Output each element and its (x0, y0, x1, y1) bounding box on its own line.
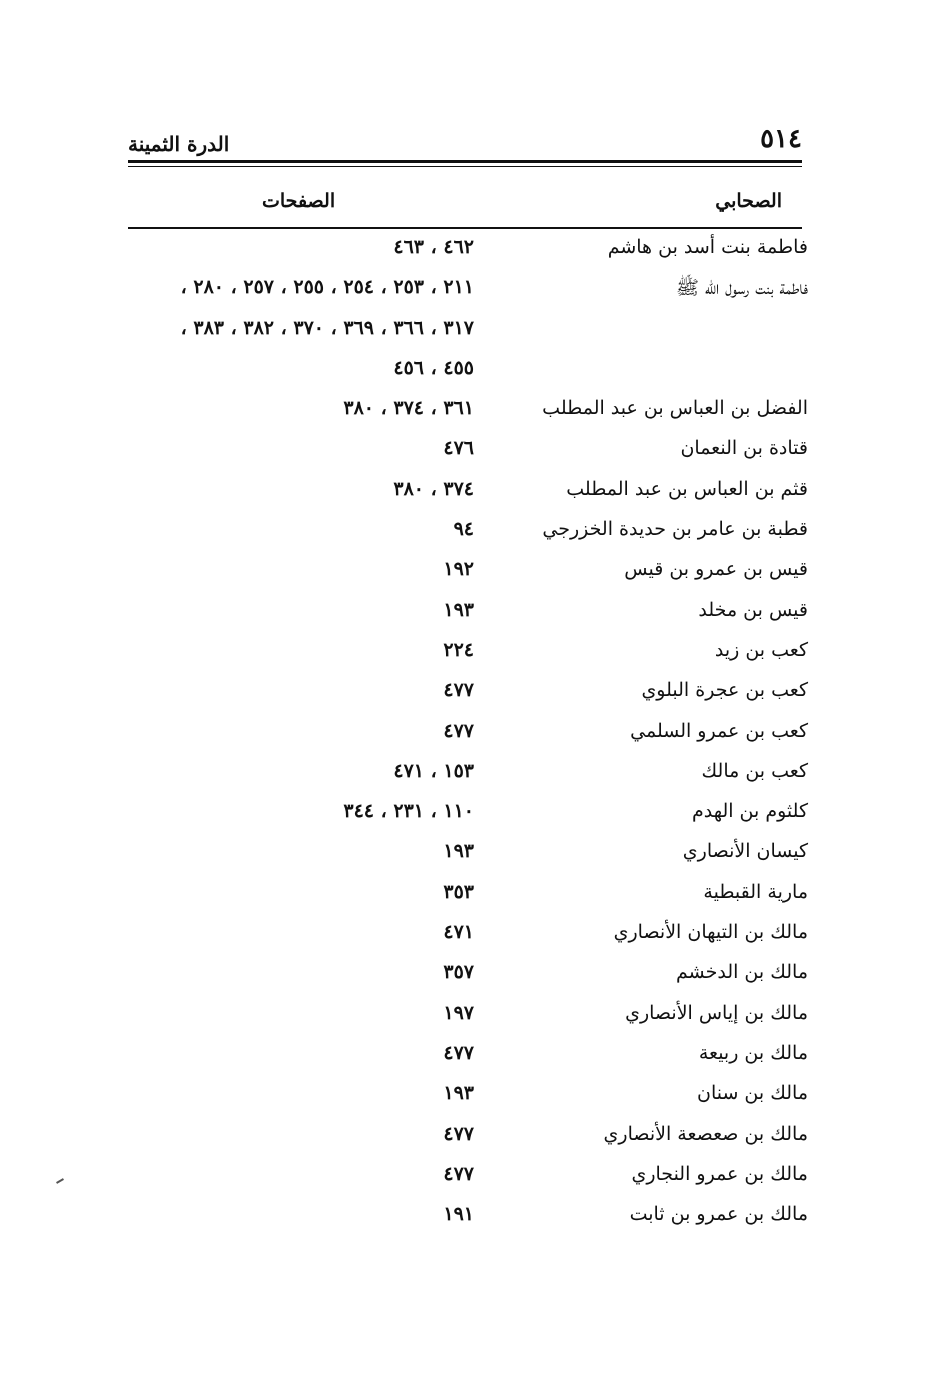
page-references: ٤٧١ (443, 921, 474, 944)
page-references: ٤٧٧ (443, 719, 474, 742)
companion-name: كعب بن مالك (701, 759, 808, 782)
table-row (128, 631, 808, 671)
companion-name: مالك بن التيهان الأنصاري (613, 921, 808, 944)
page-references: ٤٧٧ (443, 1041, 474, 1064)
companion-name: مالك بن إياس الأنصاري (625, 1001, 808, 1024)
page-references: ٤٥٥ ، ٤٥٦ (393, 356, 474, 379)
page-references: ٤٦٢ ، ٤٦٣ (393, 236, 474, 258)
companion-name: كعب بن زيد (714, 638, 808, 661)
table-row (128, 792, 808, 832)
table-row (128, 591, 808, 631)
companion-name: مالك بن عمرو بن ثابت (629, 1203, 808, 1226)
companion-name: مالك بن عمرو النجاري (631, 1162, 808, 1185)
table-row (128, 510, 808, 550)
table-row (128, 752, 808, 792)
table-row (128, 1074, 808, 1114)
book-title: الدرة الثمينة (128, 132, 230, 156)
page-references: ٣١٧ ، ٣٦٦ ، ٣٦٩ ، ٣٧٠ ، ٣٨٢ ، ٣٨٣ ، (180, 316, 474, 339)
column-header-pages: الصفحات (262, 190, 336, 212)
column-header-companion: الصحابي (715, 190, 782, 212)
table-row (128, 1155, 808, 1195)
page-references: ١٩٧ (443, 1001, 474, 1024)
companion-name: الفضل بن العباس بن عبد المطلب (542, 397, 808, 420)
table-row (128, 550, 808, 590)
table-row (128, 1034, 808, 1074)
companion-name: قثم بن العباس بن عبد المطلب (566, 477, 808, 500)
table-row (128, 309, 808, 349)
page-references: ٤٧٧ (443, 679, 474, 702)
page-references: ١١٠ ، ٢٣١ ، ٣٤٤ (343, 800, 474, 823)
table-row (128, 349, 808, 389)
table-row (128, 913, 808, 953)
table-row (128, 470, 808, 510)
companion-name: كلثوم بن الهدم (691, 800, 808, 823)
page-references: ٢١١ ، ٢٥٣ ، ٢٥٤ ، ٢٥٥ ، ٢٥٧ ، ٢٨٠ ، (180, 276, 474, 299)
companion-name: فاطمة بنت رسول الله ﷺ (675, 277, 808, 300)
header-rule (128, 160, 802, 163)
scan-mark (56, 1178, 64, 1184)
table-row (128, 994, 808, 1034)
page-references: ١٩٣ (443, 1082, 474, 1105)
column-headers (128, 190, 802, 222)
page-number: ٥١٤ (760, 124, 802, 154)
table-row (128, 953, 808, 993)
page-references: ١٩٣ (443, 840, 474, 863)
table-row (128, 1115, 808, 1155)
page-references: ٣٥٣ (443, 880, 474, 903)
header-rule-thin (128, 166, 802, 167)
table-row (128, 228, 808, 268)
companion-name: مالك بن ربيعة (698, 1041, 808, 1064)
table-row (128, 268, 808, 308)
companion-name: كعب بن عجرة البلوي (641, 679, 808, 702)
companion-name: كيسان الأنصاري (682, 840, 808, 863)
page-references: ٣٥٧ (443, 961, 474, 984)
page-references: ١٩٢ (443, 558, 474, 581)
companion-name: مالك بن سنان (697, 1082, 808, 1105)
companion-name: مالك بن الدخشم (676, 961, 808, 984)
page-references: ٢٢٤ (443, 638, 474, 661)
running-head (128, 124, 802, 164)
companion-name: كعب بن عمرو السلمي (630, 719, 808, 742)
table-row (128, 712, 808, 752)
table-row (128, 429, 808, 469)
table-row (128, 389, 808, 429)
companion-name: قطبة بن عامر بن حديدة الخزرجي (542, 518, 808, 541)
companion-name: فاطمة بنت أسد بن هاشم (607, 236, 808, 258)
page-references: ٣٧٤ ، ٣٨٠ (393, 477, 474, 500)
companion-name: مارية القبطية (703, 880, 808, 903)
table-row (128, 873, 808, 913)
page-references: ١٩٣ (443, 598, 474, 621)
page-references: ١٥٣ ، ٤٧١ (393, 759, 474, 782)
page-references: ٣٦١ ، ٣٧٤ ، ٣٨٠ (343, 397, 474, 420)
companion-name: قيس بن عمرو بن قيس (624, 558, 808, 581)
companion-name: مالك بن صعصعة الأنصاري (603, 1122, 808, 1145)
page-references: ٩٤ (453, 518, 474, 541)
companion-name: قتادة بن النعمان (680, 437, 808, 460)
table-row (128, 671, 808, 711)
index-table (128, 228, 808, 1235)
page-references: ١٩١ (443, 1203, 474, 1226)
table-row (128, 1195, 808, 1235)
page-references: ٤٧٦ (443, 437, 474, 460)
page-references: ٤٧٧ (443, 1162, 474, 1185)
companion-name: قيس بن مخلد (698, 598, 808, 621)
table-row (128, 832, 808, 872)
page-references: ٤٧٧ (443, 1122, 474, 1145)
